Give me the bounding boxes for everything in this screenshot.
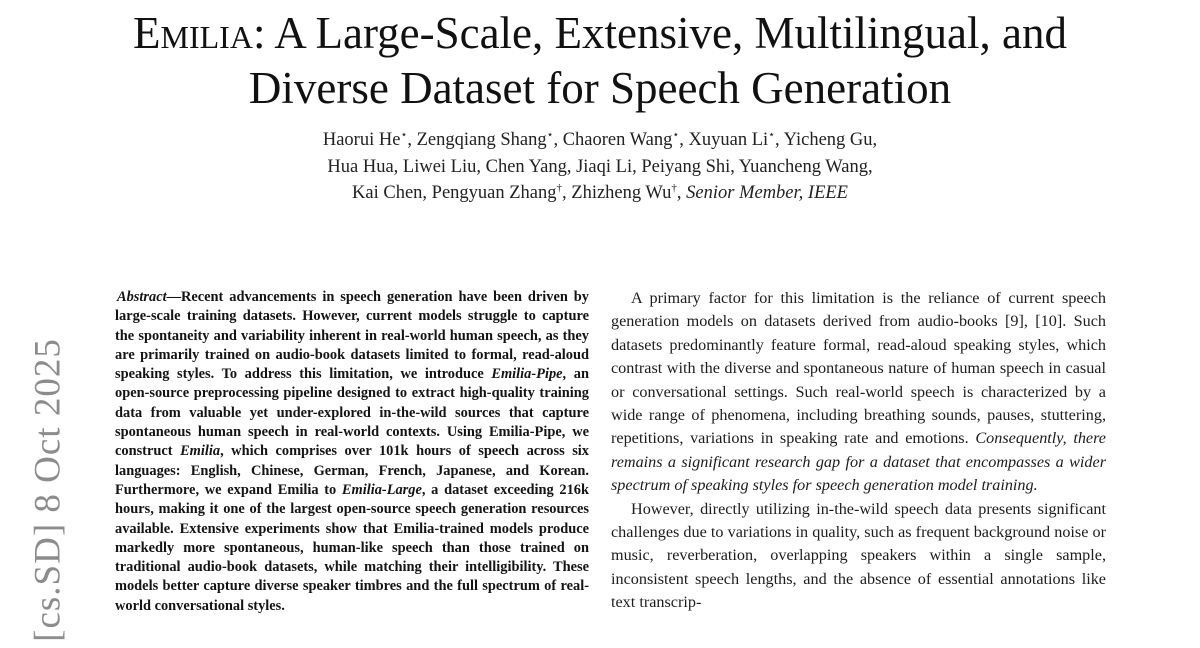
abstract-text: , a dataset exceeding 216k hours, making it one of the largest open-source speech generation resources available. Extensive experiments show that Emilia-trained models produce markedly more spontaneous, human-like speech than those trained on traditional audio-book datasets, while matching their intelligibility. These models better capture diverse speaker timbres and the full spectrum of real-world conversational styles. <box>115 481 589 614</box>
author: Pengyuan Zhang <box>431 183 557 203</box>
paragraph-emphasis: Consequently, there remains a significant research gap for a dataset that encompasses a wider spectrum of speaking styles for speech generation model training. <box>611 429 1106 495</box>
abstract-heading: Abstract <box>117 289 167 305</box>
corresponding-author-mark: † <box>556 182 563 194</box>
equal-contribution-mark: ⋆ <box>546 129 554 141</box>
author-separator: , <box>407 130 417 150</box>
abstract-term: Emilia-Pipe <box>491 366 563 383</box>
author-separator: , <box>872 130 878 150</box>
ieee-membership: Senior Member, IEEE <box>686 183 848 203</box>
author: Zengqiang Shang <box>416 130 547 150</box>
title-dataset-name: Emilia <box>133 8 253 58</box>
author-separator: , <box>422 183 432 203</box>
author-separator: , <box>553 130 563 150</box>
title-line1-rest: : A Large-Scale, Extensive, Multilingual, and <box>252 8 1067 58</box>
body-paragraph <box>611 287 1106 498</box>
equal-contribution-mark: ⋆ <box>672 129 680 141</box>
author-line-1 <box>0 127 1200 154</box>
author-separator: , <box>676 183 687 203</box>
abstract-term: Emilia-Large <box>341 481 422 498</box>
body-paragraph: However, directly utilizing in-the-wild speech data presents significant challenges due to variations in quality, such as frequent background noise or music, reverberation, overlapping speakers within a single sample, inconsistent speech lengths, and the absence of essential annotations like text transcrip- <box>611 499 1106 612</box>
author: Zhizheng Wu <box>571 183 672 203</box>
corresponding-author-mark: † <box>671 182 677 194</box>
author-separator: , <box>562 183 572 203</box>
author: Yicheng Gu <box>783 130 873 150</box>
abstract <box>115 288 589 616</box>
equal-contribution-mark: ⋆ <box>768 129 776 141</box>
abstract-text: —Recent advancements in speech generation have been driven by large-scale training datasets. However, current models struggle to capture the spontaneity and variability inherent in real-world human speech, as they are primarily trained on audio-book datasets limited to formal, read-aloud speaking styles. To address this limitation, we introduce <box>115 289 589 383</box>
arxiv-stamp-text: [cs.SD] 8 Oct 2025 <box>27 338 69 642</box>
body-column-right <box>611 287 1106 615</box>
author-separator: , <box>679 130 689 150</box>
author: Xuyuan Li <box>688 130 769 150</box>
paragraph-text: A primary factor for this limitation is the reliance of current speech generation models on datasets derived from audio-books [9], [10]. Such datasets predominantly feature formal, read-aloud speaking styles, which contrast with the diverse and spontaneous nature of human speech in casual or conversational settings. Such real-world speech is characterized by a wide range of phenomena, including breathing sounds, pauses, stuttering, repetitions, variations in speaking rate and emotions. <box>611 289 1106 448</box>
author: Haorui He <box>322 130 401 150</box>
abstract-term: Emilia <box>180 443 221 460</box>
author: Chaoren Wang <box>562 130 673 150</box>
equal-contribution-mark: ⋆ <box>400 129 408 141</box>
author-line-2: Hua Hua, Liwei Liu, Chen Yang, Jiaqi Li, Peiyang Shi, Yuancheng Wang, <box>327 156 873 177</box>
author-separator: , <box>775 130 784 150</box>
paper-title <box>0 6 1200 116</box>
author-list <box>0 127 1200 207</box>
author: Kai Chen <box>352 183 423 203</box>
abstract-text: , an open-source preprocessing pipeline designed to extract high-quality training data from valuable yet under-explored in-the-wild sources that capture spontaneous human speech in real-world contexts. Using Emilia-Pipe, we construct <box>115 366 589 460</box>
author-line-3 <box>0 180 1200 207</box>
abstract-text: , which comprises over 101k hours of speech across six languages: English, Chinese, German, French, Japanese, and Korean. Furthermore, we expand Emilia to <box>115 443 589 498</box>
title-line2: Diverse Dataset for Speech Generation <box>248 63 952 113</box>
